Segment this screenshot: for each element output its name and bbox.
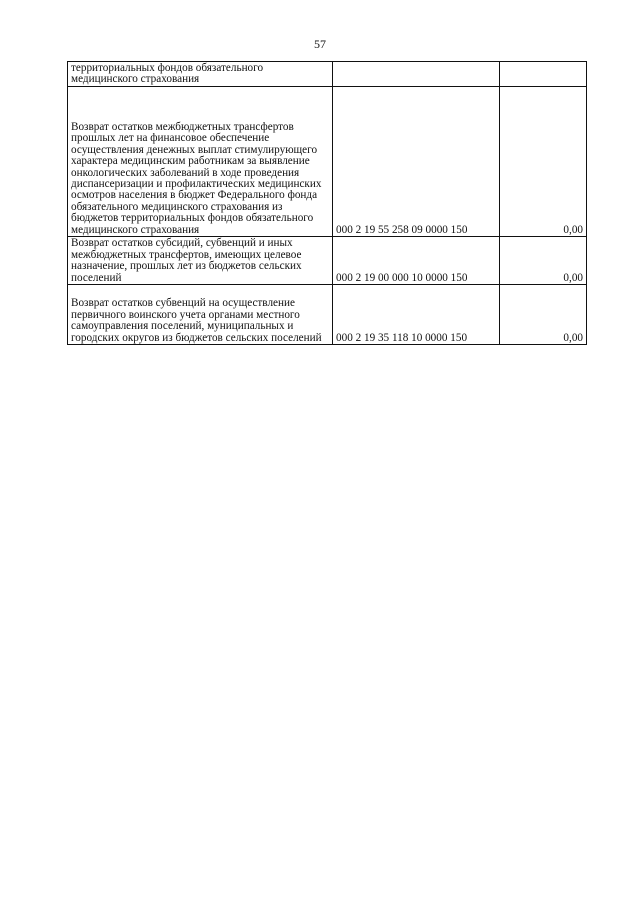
budget-table [67, 61, 587, 345]
table-row [68, 285, 587, 345]
table-cell-code: 000 2 19 35 118 10 0000 150 [333, 285, 500, 345]
table-cell-code: 000 2 19 55 258 09 0000 150 [333, 87, 500, 237]
table-cell-description: Возврат остатков субвенций на осуществление первичного воинского учета органами местного самоуправления поселений, муниципальных и городских округов из бюджетов сельских поселений [68, 285, 333, 345]
table-cell-description: Возврат остатков субсидий, субвенций и иных межбюджетных трансфертов, имеющих целевое назначение, прошлых лет из бюджетов сельских поселений [68, 237, 333, 285]
table-cell-amount: 0,00 [500, 285, 587, 345]
table-cell-description: территориальных фондов обязательного медицинского страхования [68, 62, 333, 87]
table-row [68, 237, 587, 285]
table-cell-amount: 0,00 [500, 87, 587, 237]
table-cell-amount: 0,00 [500, 237, 587, 285]
table-row [68, 62, 587, 87]
table-row [68, 87, 587, 237]
table-cell-amount [500, 62, 587, 87]
table-cell-code: 000 2 19 00 000 10 0000 150 [333, 237, 500, 285]
table-cell-description: Возврат остатков межбюджетных трансфертов прошлых лет на финансовое обеспечение осуществления денежных выплат стимулирующего характера медицинским работникам за выявление онкологических заболеваний в ходе проведения диспансеризации и профилактических медицинских осмотров населения в бюджет Федерального фонда обязательного медицинского страхования из бюджетов территориальных фондов обязательного медицинского страхования [68, 87, 333, 237]
page-number: 57 [314, 37, 326, 51]
table-cell-code [333, 62, 500, 87]
